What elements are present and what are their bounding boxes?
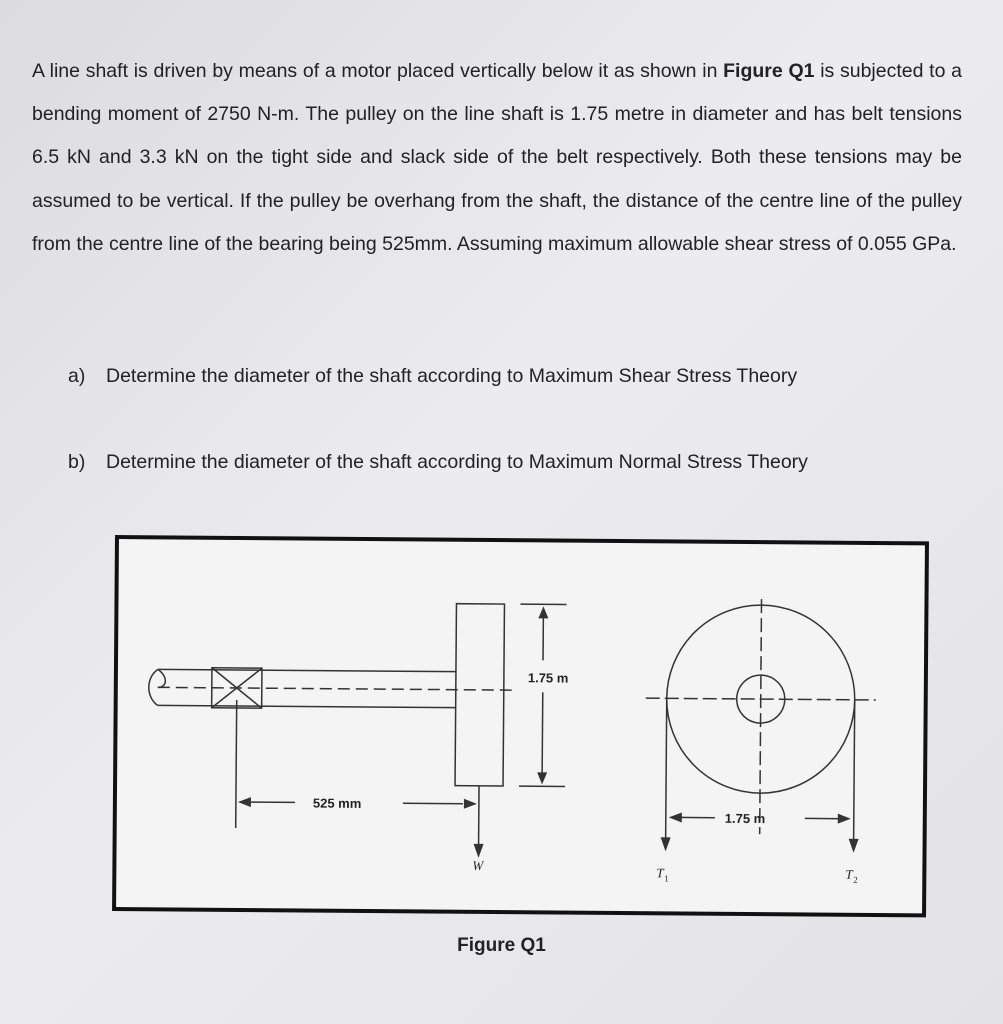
question-b-text: Determine the diameter of the shaft according to Maximum Normal Stress Theory	[106, 451, 808, 473]
tension-t2-line	[854, 700, 855, 845]
question-b-letter: b)	[68, 451, 86, 473]
problem-text-1: A line shaft is driven by means of a motor placed vertically below it as shown in	[32, 60, 718, 82]
question-a-text: Determine the diameter of the shaft according to Maximum Shear Stress Theory	[106, 365, 798, 387]
shaft-pulley-drawing	[116, 539, 925, 913]
pulley-height-dimension: 1.75 m	[527, 670, 569, 686]
question-a-letter: a)	[68, 365, 86, 387]
tension-t2-subscript: 2	[853, 874, 858, 885]
question-a	[68, 355, 958, 397]
load-w-label: W	[472, 857, 484, 873]
figure-reference: Figure Q1	[723, 60, 815, 82]
pulley-diameter-dimension: 1.75 m	[724, 810, 766, 827]
height-dim-line-bottom	[542, 692, 543, 780]
tension-t2-label: T	[845, 866, 853, 882]
tension-t1-line	[666, 698, 667, 843]
overhang-dimension: 525 mm	[312, 795, 362, 811]
tension-t1-label: T	[656, 865, 664, 881]
question-b	[68, 441, 958, 483]
problem-text-2: is subjected to a bending moment of 2750 N-m. The pulley on the line shaft is 1.75 metre in diameter and has belt tensions 6.5 kN and 3.3 kN on the tight side and slack side of the belt respectively. Both these tensions may be assumed to be vertical. If the pulley be overhang from the shaft, the distance of the centre line of the pulley from the centre line of the bearing being 525mm. Assuming maximum allowable shear stress of 0.055 GPa.	[32, 60, 962, 255]
pulley-side-view	[455, 604, 504, 786]
shaft-top-edge	[158, 669, 456, 671]
figure-q1-diagram	[112, 535, 929, 917]
figure-caption: Figure Q1	[457, 935, 546, 956]
shaft-bottom-edge	[158, 705, 456, 707]
tension-t1-subscript: 1	[664, 873, 669, 884]
problem-statement	[32, 50, 962, 266]
